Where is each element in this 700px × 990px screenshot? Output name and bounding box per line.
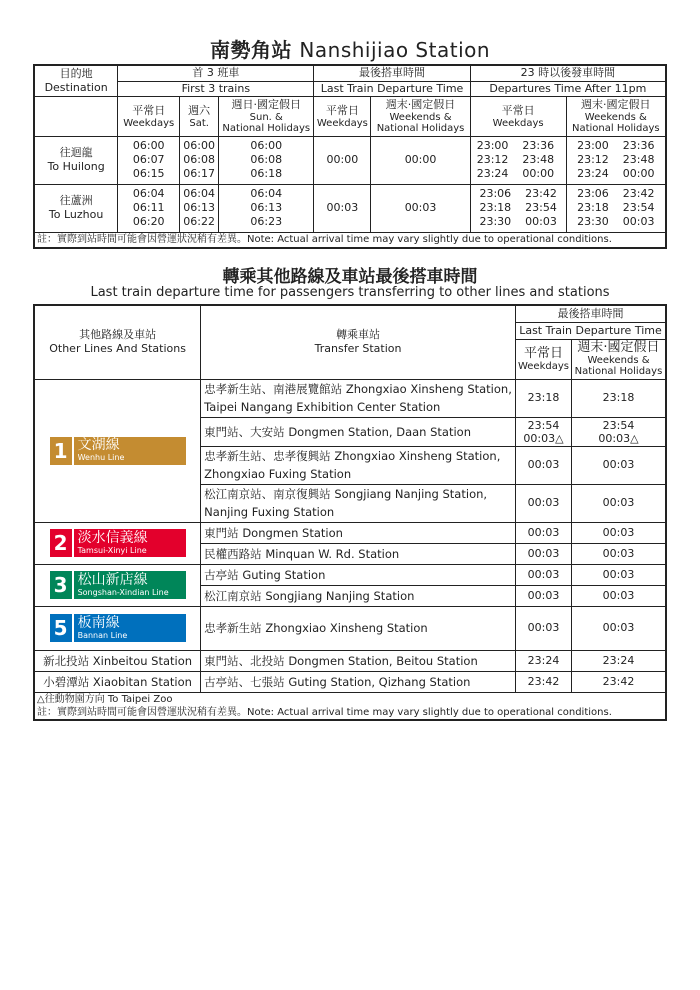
transfer-station: 東門站、大安站 Dongmen Station, Daan Station: [201, 417, 516, 446]
table-row: 3 松山新店線 Songshan-Xindian Line 古亭站 Guting Station 00:03 00:03: [34, 564, 666, 585]
transfer-table: 其他路線及車站 Other Lines And Stations 轉乘車站 Transfer Station 最後搭車時間 Last Train Departure Time 平常日 Weekdays 週末‧國定假日 Weekends & National Holidays 1 文湖線 Wenhu Line 忠孝新生站、南港展覽館站 Zhongxiao Xinsheng Station, Taipei Nangang Exhibition Center Station 23:18 23:18 東門站、大安站 Dongmen Station, Daan Station 23:54 00:03△ 23:54 00:03△ 忠孝新生站、忠孝復興站 Zhongxiao Xinsheng Station, Zhongxiao Fuxing Station 00:03 00:03 松江南京站、南京復興站 Songjiang Nanjing Station, Nanjing Fuxing Station 00:03 00:03 2 淡水信義線 Tamsui-Xinyi Line 東門站 Dongmen Station 00:03 00:03 民權西路站 Minquan W. Rd. Station 00:03 00:03 3 松山新店線 Songshan-Xindian Line 古亭站 Guting Station 00:03 00:03 松江南京站 Songjiang Nanjing Station 00:03 00:03 5 板南線 Bannan Line 忠孝新生站 Zhongxiao Xinsheng Station 00:03 00:03 新北投站 Xinbeitou Station 東門站、北投站 Dongmen Station, Beitou Station 23:24 23:24 小碧潭站 Xiaobitan Station 古亭站、七張站 Guting Station, Qizhang Station 23:42 23:42 △往動物園方向 To Taipei Zoo 註：實際到站時間可能會因營運狀況稍有差異。Note: Actual arrival time may vary slightly due to operational conditions.: [33, 304, 667, 721]
destination-cell: 往迴龍 To Huilong: [34, 136, 118, 184]
table-row: 民權西路站 Minquan W. Rd. Station 00:03 00:03: [34, 543, 666, 564]
line-badge-tamsui-xinyi: 2 淡水信義線 Tamsui-Xinyi Line: [50, 529, 186, 557]
transfer-station: 東門站、北投站 Dongmen Station, Beitou Station: [201, 650, 516, 671]
schedule-table: 目的地 Destination 首 3 班車 最後搭車時間 23 時以後發車時間 First 3 trains Last Train Departure Time Departures Time After 11pm 平常日 Weekdays 週六 Sat. 週日‧國定假日 Sun. & National Holidays 平常日 Weekdays 週末‧國定假日 Weekends & National Holidays 平常日 Weekdays 週末‧國定假日 Weekends & National Holidays 往迴龍 To Huilong 06:00 06:07 06:15 06:00 06:08 06:17 06:00 06:08 06:18 00:00 00:00 23:00 23:36 23:12 23:48 23:24 00:00 23:00 23:36 23:12 23:48 23:24 00:00 往蘆洲 To Luzhou 06:04 06:11 06:20 06:04 06:13 06:22 06:04 06:13 06:23 00:03 00:03 23:06 23:42 23:18 23:54 23:30 00:03 23:06 23:42 23:18 23:54 23:30 00:03 註：實際到站時間可能會因營運狀況稍有差異。Note: Actual arrival time may vary slightly due to operational conditions.: [33, 64, 667, 249]
transfer-station: 松江南京站 Songjiang Nanjing Station: [201, 585, 516, 606]
transfer-title: 轉乘其他路線及車站最後搭車時間: [222, 267, 478, 287]
table-row: 1 文湖線 Wenhu Line 忠孝新生站、南港展覽館站 Zhongxiao Xinsheng Station, Taipei Nangang Exhibition Center Station 23:18 23:18: [34, 379, 666, 417]
transfer-station: 忠孝新生站 Zhongxiao Xinsheng Station: [201, 606, 516, 650]
branch-station: 新北投站 Xinbeitou Station: [34, 650, 201, 671]
after11-header: 23 時以後發車時間: [470, 65, 666, 81]
last-train-header: 最後搭車時間: [314, 65, 470, 81]
station-header: 轉乘車站 Transfer Station: [201, 305, 516, 379]
line-badge-songshan-xindian: 3 松山新店線 Songshan-Xindian Line: [50, 571, 186, 599]
transfer-station: 民權西路站 Minquan W. Rd. Station: [201, 543, 516, 564]
transfer-station: 忠孝新生站、南港展覽館站 Zhongxiao Xinsheng Station, Taipei Nangang Exhibition Center Station: [201, 379, 516, 417]
transfer-station: 松江南京站、南京復興站 Songjiang Nanjing Station, Nanjing Fuxing Station: [201, 484, 516, 522]
table-row: 忠孝新生站、忠孝復興站 Zhongxiao Xinsheng Station, Zhongxiao Fuxing Station 00:03 00:03: [34, 446, 666, 484]
transfer-station: 古亭站 Guting Station: [201, 564, 516, 585]
table-row: 2 淡水信義線 Tamsui-Xinyi Line 東門站 Dongmen Station 00:03 00:03: [34, 522, 666, 543]
transfer-station: 忠孝新生站、忠孝復興站 Zhongxiao Xinsheng Station, Zhongxiao Fuxing Station: [201, 446, 516, 484]
page-title: [0, 34, 700, 63]
table-row: 新北投站 Xinbeitou Station 東門站、北投站 Dongmen Station, Beitou Station 23:24 23:24: [34, 650, 666, 671]
destination-cell: 往蘆洲 To Luzhou: [34, 184, 118, 232]
line-badge-bannan: 5 板南線 Bannan Line: [50, 614, 186, 642]
table-row: 小碧潭站 Xiaobitan Station 古亭站、七張站 Guting Station, Qizhang Station 23:42 23:42: [34, 671, 666, 692]
note: 註：實際到站時間可能會因營運狀況稍有差異。Note: Actual arrival time may vary slightly due to operational conditions.: [34, 232, 666, 248]
station-name-zh: 南勢角站: [209, 38, 292, 62]
note: 註：實際到站時間可能會因營運狀況稍有差異。Note: Actual arrival time may vary slightly due to operational conditions.: [37, 706, 612, 718]
transfer-station: 古亭站、七張站 Guting Station, Qizhang Station: [201, 671, 516, 692]
zoo-note: △往動物園方向 To Taipei Zoo: [37, 693, 173, 705]
transfer-station: 東門站 Dongmen Station: [201, 522, 516, 543]
table-row: 5 板南線 Bannan Line 忠孝新生站 Zhongxiao Xinsheng Station 00:03 00:03: [34, 606, 666, 650]
first3-header: 首 3 班車: [118, 65, 314, 81]
line-badge-wenhu: 1 文湖線 Wenhu Line: [50, 437, 186, 465]
table-row: 東門站、大安站 Dongmen Station, Daan Station 23:54 00:03△ 23:54 00:03△: [34, 417, 666, 446]
table-row: 松江南京站、南京復興站 Songjiang Nanjing Station, Nanjing Fuxing Station 00:03 00:03: [34, 484, 666, 522]
transfer-subtitle: Last train departure time for passengers transferring to other lines and stations: [90, 285, 610, 300]
table-row: 往蘆洲 To Luzhou 06:04 06:11 06:20 06:04 06:13 06:22 06:04 06:13 06:23 00:03 00:03 23:06 23:42 23:18 23:54 23:30 00:03 23:06 23:42 23:18 23:54 23:30 00:03: [34, 184, 666, 232]
lines-header: 其他路線及車站 Other Lines And Stations: [34, 305, 201, 379]
station-name-en: Nanshijiao Station: [299, 38, 491, 62]
table-row: 往迴龍 To Huilong 06:00 06:07 06:15 06:00 06:08 06:17 06:00 06:08 06:18 00:00 00:00 23:00 23:36 23:12 23:48 23:24 00:00 23:00 23:36 23:12 23:48 23:24 00:00: [34, 136, 666, 184]
table-row: 松江南京站 Songjiang Nanjing Station 00:03 00:03: [34, 585, 666, 606]
branch-station: 小碧潭站 Xiaobitan Station: [34, 671, 201, 692]
destination-header: 目的地 Destination: [34, 65, 118, 96]
